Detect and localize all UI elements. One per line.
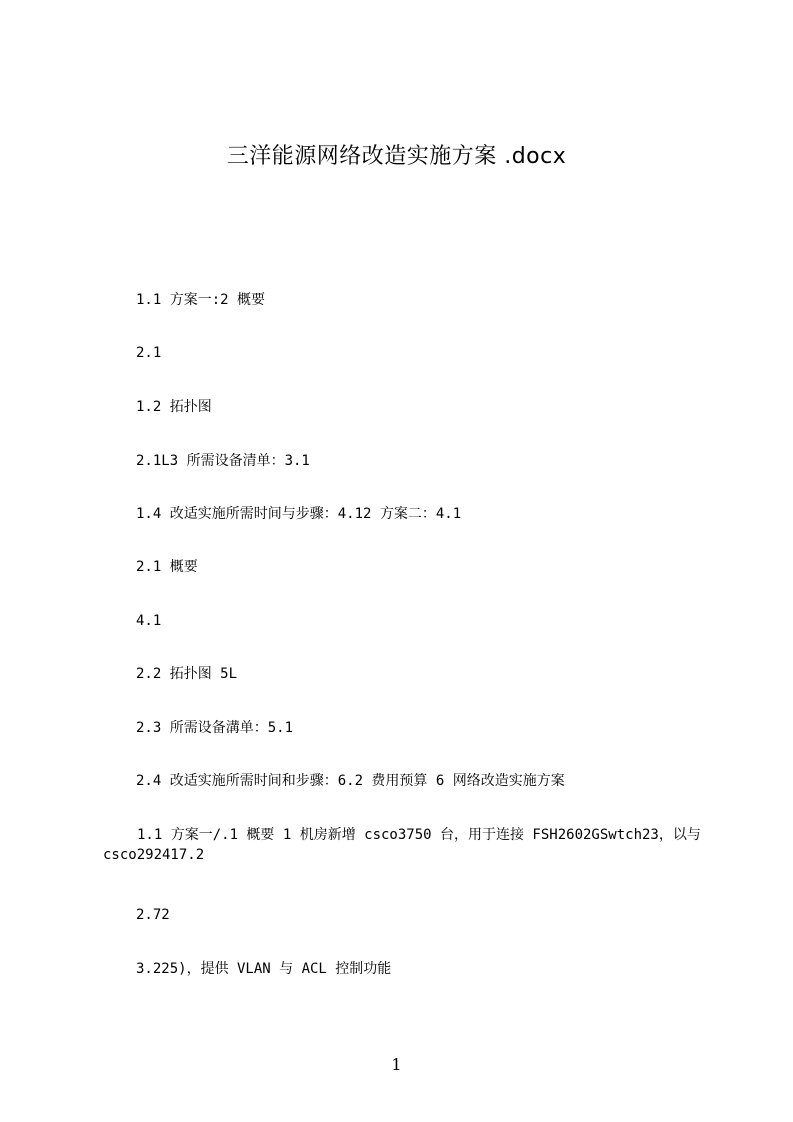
- body-line: 3.225)，提供 VLAN 与 ACL 控制功能: [136, 961, 392, 977]
- toc-line: 1.1 方案一:2 概要: [136, 292, 266, 308]
- toc-line: 1.4 改适实施所需时间与步骤：4.12 方案二：4.1: [136, 506, 462, 522]
- toc-line: 4.1: [136, 613, 162, 629]
- page-number: 1: [391, 1055, 402, 1074]
- toc-line: 2.1 概要: [136, 559, 198, 575]
- toc-line: 2.3 所需设备溝单：5.1: [136, 720, 294, 736]
- toc-line: 2.4 改适实施所需时间和步骤：6.2 费用预算 6 网络改造实施方案: [136, 773, 565, 789]
- body-paragraph: 1.1 方案一/.1 概要 1 机房新增 csco3750 台，用于连接 FSH2602GSwtch23，以与 csco292417.2: [103, 827, 701, 863]
- body-line: 2.72: [136, 907, 170, 923]
- toc-line: 2.1: [136, 345, 162, 361]
- document-title: 三洋能源网络改造实施方案 .docx: [226, 144, 567, 169]
- toc-line: 2.1L3 所需设备清单：3.1: [136, 453, 310, 469]
- toc-line: 1.2 拓扑图: [136, 399, 212, 415]
- toc-line: 2.2 拓扑图 5L: [136, 666, 238, 682]
